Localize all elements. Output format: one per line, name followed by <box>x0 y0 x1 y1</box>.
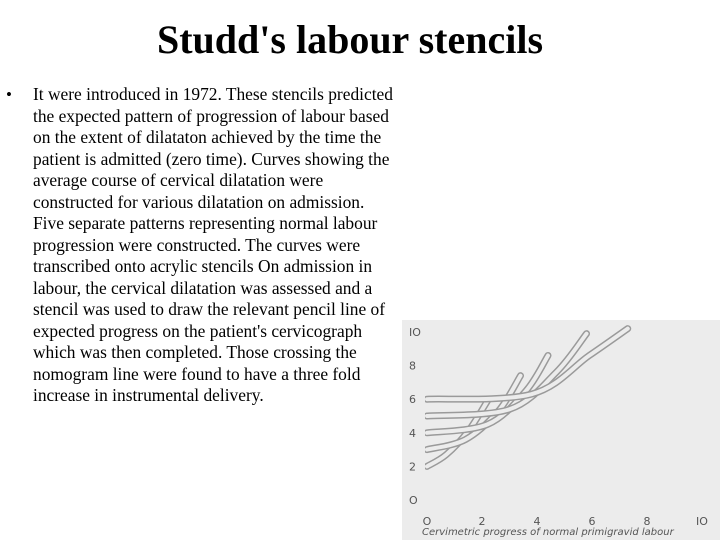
x-tick-label: 8 <box>643 515 651 528</box>
bullet-item <box>6 84 398 407</box>
bullet-icon: • <box>6 85 12 104</box>
x-tick-label: 6 <box>588 515 596 528</box>
y-tick-label: 4 <box>409 426 416 440</box>
bullet-list <box>6 84 398 407</box>
x-tick-label: O <box>422 515 432 528</box>
bullet-text: It were introduced in 1972. These stencils predicted the expected pattern of progression of labour based on the extent of dilataton achieved by the time the patient is admitted (zero time). Curves showing the average course of cervical dilatation were constructed for various dilatation on admission. Five separate patterns representing normal labour progression were constructed. The curves were transcribed onto acrylic stencils On admission in labour, the cervical dilatation was assessed and a stencil was used to draw the relevant pencil line of expected progress on the patient's cervicograph which was then completed. Those crossing the nomogram line were found to have a three fold increase in instrumental delivery. <box>33 84 393 405</box>
y-tick-label: 6 <box>409 393 416 407</box>
x-tick-label: 2 <box>478 515 486 528</box>
y-tick-label: 8 <box>409 359 416 373</box>
y-tick-label: IO <box>409 326 421 339</box>
y-tick-label: 2 <box>409 460 416 474</box>
y-tick-label: O <box>409 494 418 507</box>
cervicograph-chart <box>402 320 720 540</box>
x-tick-label: 4 <box>533 515 541 528</box>
x-tick-label: IO <box>696 515 708 528</box>
cervicograph-figure <box>402 320 720 540</box>
figure-caption: Cervimetric progress of normal primigravid labour <box>422 527 674 538</box>
slide-title: Studd's labour stencils <box>156 17 544 62</box>
